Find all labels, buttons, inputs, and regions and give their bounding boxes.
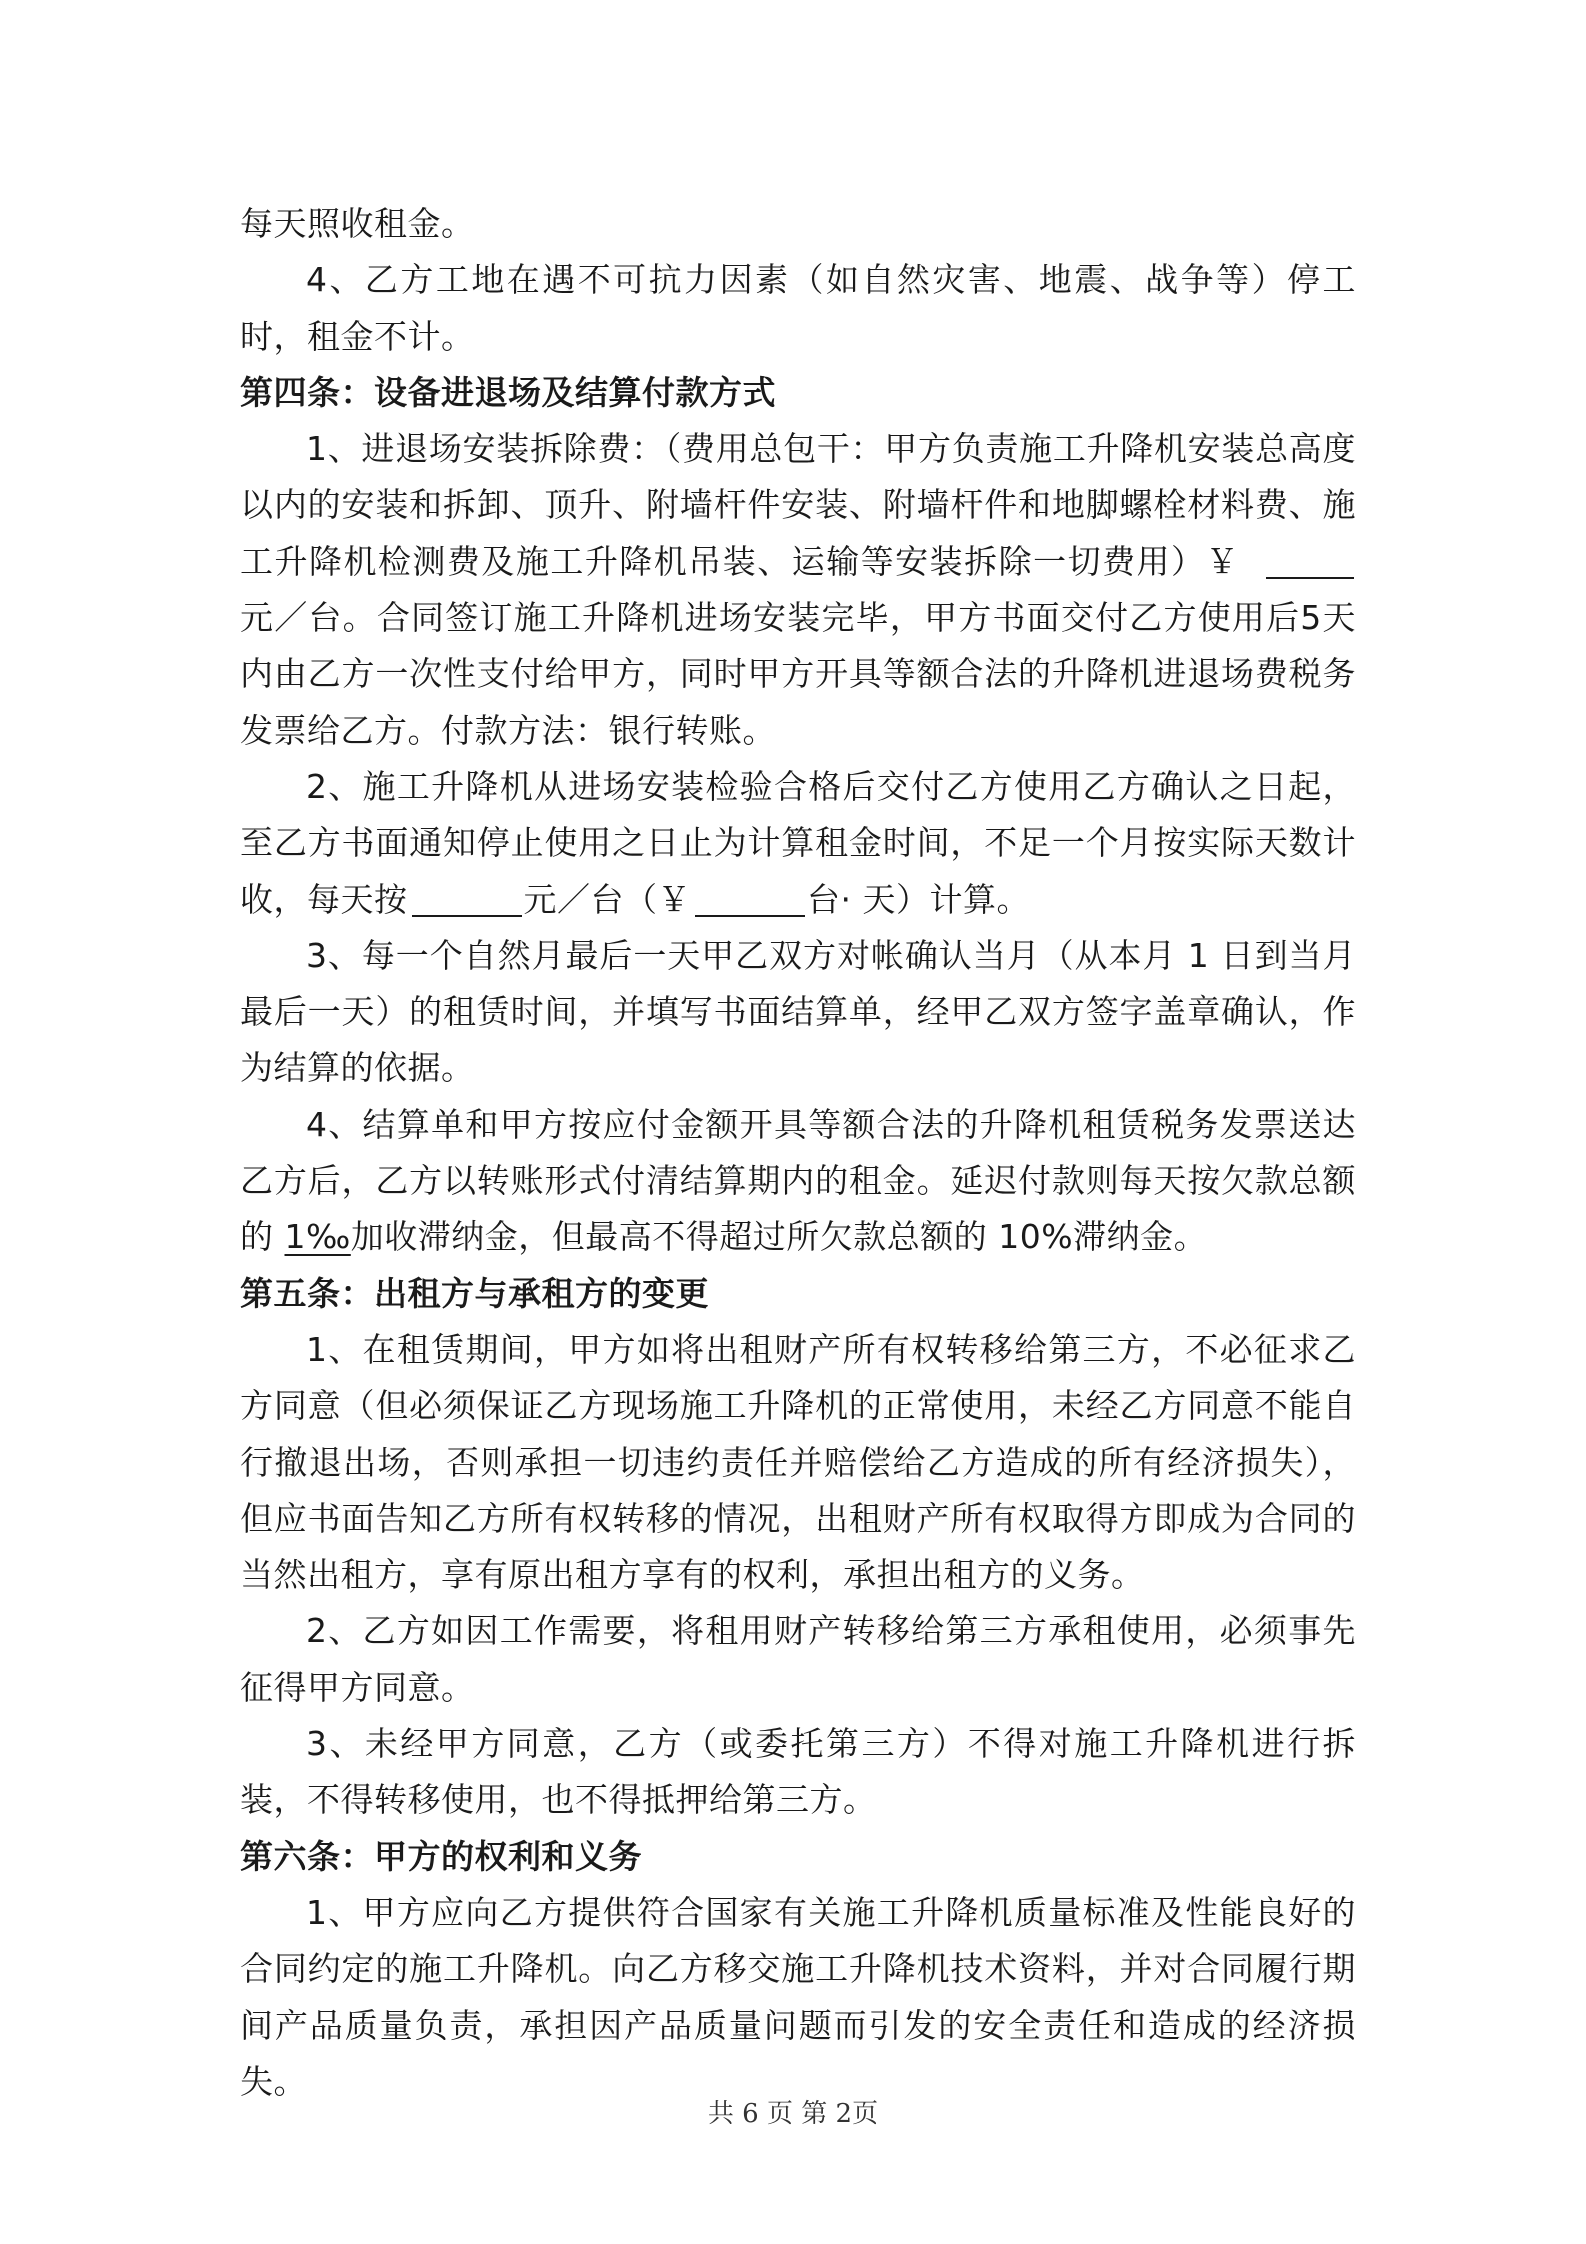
daily-rent-blank: [412, 879, 522, 917]
section-heading-article-6: 第六条：甲方的权利和义务: [240, 1836, 642, 1876]
fee-amount-blank: [1266, 541, 1354, 579]
paragraph-rent-continued: 每天照收租金。: [240, 204, 475, 243]
paragraph-settlement-payment: [240, 1097, 1356, 1266]
rent-calculation-text-c: 台· 天）计算。: [807, 879, 1030, 919]
document-body: [240, 196, 1356, 2110]
paragraph-ownership-transfer: 1、在租赁期间，甲方如将出租财产所有权转移给第三方，不必征求乙方同意（但必须保证乙方现场施工升降机的正常使用，未经乙方同意不能自行撤退出场，否则承担一切违约责任并赔偿给乙方造成的所有经济损失），但应书面告知乙方所有权转移的情况，出租财产所有权取得方即成为合同的当然出租方，享有原出租方享有的权利，承担出租方的义务。: [240, 1329, 1356, 1595]
daily-rate-blank: [695, 879, 805, 917]
paragraph-no-disassembly: 3、未经甲方同意，乙方（或委托第三方）不得对施工升降机进行拆装，不得转移使用，也不得抵押给第三方。: [240, 1724, 1356, 1820]
rent-calculation-text-b: 元／台（￥: [523, 879, 691, 919]
late-fee-rate: 1‰: [284, 1217, 351, 1257]
installation-fee-text-a: 1、进退场安装拆除费：（费用总包干：甲方负责施工升降机安装总高度以内的安装和拆卸、顶升、附墙杆件安装、附墙杆件和地脚螺栓材料费、施工升降机检测费及施工升降机吊装、运输等安装拆除一切费用）￥: [240, 429, 1356, 581]
paragraph-installation-fee: [240, 421, 1356, 759]
rent-calculation-text-a: 2、施工升降机从进场安装检验合格后交付乙方使用乙方确认之日起，至乙方书面通知停止使用之日止为计算租金时间，不足一个月按实际天数计收，每天按: [240, 766, 1356, 919]
settlement-text-b: 加收滞纳金，但最高不得超过所欠款总额的 10%滞纳金。: [350, 1217, 1208, 1257]
section-heading-article-5: 第五条：出租方与承租方的变更: [240, 1273, 709, 1313]
paragraph-sublease: 2、乙方如因工作需要，将租用财产转移给第三方承租使用，必须事先征得甲方同意。: [240, 1611, 1356, 1707]
paragraph-lessor-obligations: 1、甲方应向乙方提供符合国家有关施工升降机质量标准及性能良好的合同约定的施工升降机。向乙方移交施工升降机技术资料，并对合同履行期间产品质量负责，承担因产品质量问题而引发的安全责任和造成的经济损失。: [240, 1892, 1356, 2101]
page-footer: 共 6 页 第 2页: [707, 2099, 879, 2129]
section-heading-article-4: 第四条：设备进退场及结算付款方式: [240, 372, 776, 412]
paragraph-monthly-reconciliation: 3、每一个自然月最后一天甲乙双方对帐确认当月（从本月 1 日到当月最后一天）的租赁时间，并填写书面结算单，经甲乙双方签字盖章确认，作为结算的依据。: [240, 935, 1356, 1088]
paragraph-force-majeure: 4、乙方工地在遇不可抗力因素（如自然灾害、地震、战争等）停工时，租金不计。: [240, 260, 1356, 356]
installation-fee-text-b: 元／台。合同签订施工升降机进场安装完毕，甲方书面交付乙方使用后5天内由乙方一次性支付给甲方，同时甲方开具等额合法的升降机进退场费税务发票给乙方。付款方法：银行转账。: [240, 598, 1356, 750]
paragraph-rent-calculation: [240, 759, 1356, 928]
settlement-text-a: 4、结算单和甲方按应付金额开具等额合法的升降机租赁税务发票送达乙方后，乙方以转账形式付清结算期内的租金。延迟付款则每天按欠款总额的: [240, 1104, 1356, 1257]
